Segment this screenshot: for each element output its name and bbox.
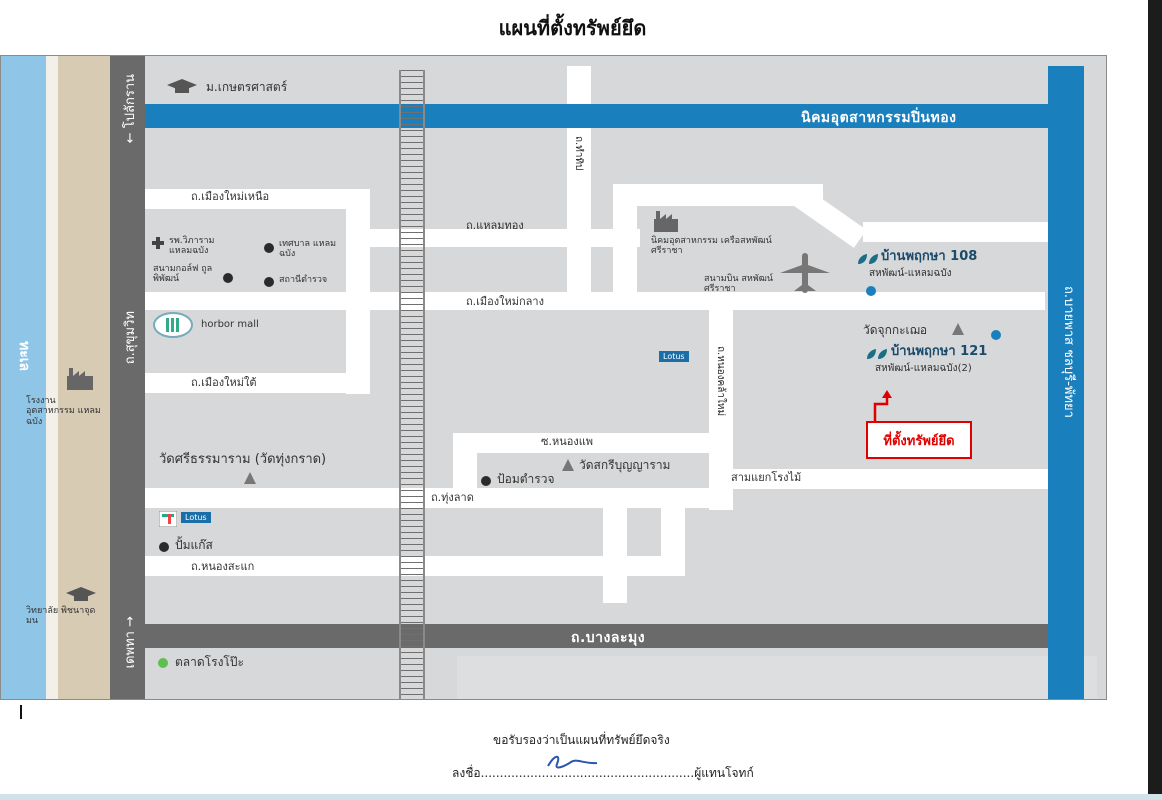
road-label-left-top: ← โปลักราน bbox=[123, 74, 138, 144]
road-label-nongkham: ถ.หนองคล้าใหม่ bbox=[715, 346, 726, 417]
road-label-samyaek: สามแยกโรงไม้ bbox=[731, 471, 802, 484]
phruksa-logo-icon bbox=[856, 252, 880, 266]
graduation-cap-icon bbox=[166, 78, 198, 96]
place-phruksa121: บ้านพฤกษา 121 bbox=[891, 344, 988, 359]
signature-line bbox=[452, 764, 754, 783]
seven-eleven-logo-icon bbox=[159, 511, 177, 527]
place-golf: สนามกอล์ฟ ถูลพิพัฒน์ bbox=[153, 264, 213, 285]
lower-block bbox=[457, 656, 1097, 699]
place-university: ม.เกษตรศาสตร์ bbox=[206, 80, 288, 94]
place-factory-left: โรงงาน อุตสาหกรรม แหลมฉบัง bbox=[26, 396, 101, 427]
gas-dot-icon bbox=[159, 542, 169, 552]
temple-icon bbox=[561, 458, 575, 472]
certify-text: ขอรับรองว่าเป็นแผนที่ทรัพย์ยึดจริง bbox=[493, 733, 670, 747]
factory-icon bbox=[653, 209, 679, 233]
sea-label: ทะเล bbox=[16, 341, 32, 372]
road-label-north: ถ.เมืองใหม่เหนือ bbox=[191, 190, 270, 203]
place-hospital: รพ.วิภาราม แหลมฉบัง bbox=[169, 236, 215, 257]
place-phruksa108-sub: สหพัฒน์-แหลมฉบัง bbox=[869, 268, 952, 279]
road-label-nongsakae: ถ.หนองสะแก bbox=[191, 560, 255, 573]
road-tanthip bbox=[567, 66, 591, 296]
location-arrow-icon bbox=[871, 390, 901, 424]
place-watsi: วัดศรีธรรมาราม (วัดทุ่งกราด) bbox=[159, 452, 327, 467]
road-vertical-b bbox=[613, 191, 637, 309]
railway-track bbox=[399, 70, 425, 699]
graduation-cap-icon bbox=[65, 586, 97, 604]
road-south bbox=[145, 373, 370, 393]
golf-dot-icon bbox=[223, 273, 233, 283]
location-map bbox=[0, 55, 1107, 700]
municipal-dot-icon bbox=[264, 243, 274, 253]
road-label-tanthip: ถ.ทำทิป bbox=[573, 136, 584, 171]
text-cursor bbox=[20, 705, 22, 719]
road-vertical-e bbox=[603, 488, 627, 603]
lotus-logo-mid: Lotus bbox=[659, 351, 689, 362]
place-municipal: เทศบาล แหลมฉบัง bbox=[279, 239, 337, 260]
sea-area bbox=[1, 56, 46, 699]
road-label-left-bottom: เดพทา → bbox=[123, 616, 138, 669]
road-vertical-d bbox=[453, 433, 477, 495]
road-vertical-f bbox=[661, 488, 685, 576]
phruksa-logo-icon bbox=[865, 347, 889, 361]
signature-icon bbox=[545, 752, 600, 774]
beach-strip bbox=[46, 56, 58, 699]
place-market: ตลาดโรงโป๊ะ bbox=[175, 655, 244, 669]
factory-icon bbox=[65, 366, 95, 392]
place-watchukkachao: วัดจุกกะเฌอ bbox=[863, 323, 928, 337]
place-mall: horbor mall bbox=[201, 319, 259, 330]
place-gas: ปั้มแก๊ส bbox=[175, 538, 213, 552]
police-dot-icon bbox=[264, 277, 274, 287]
phruksa121-dot-icon bbox=[991, 330, 1001, 340]
road-label-middle: ถ.เมืองใหม่กลาง bbox=[466, 295, 544, 308]
sign-prefix: ลงชื่อ bbox=[452, 766, 481, 780]
road-label-top: นิคมอุตสาหกรรมปิ่นทอง bbox=[801, 110, 957, 126]
place-phruksa121-sub: สหพัฒน์-แหลมฉบัง(2) bbox=[875, 363, 972, 374]
coastal-road bbox=[110, 56, 145, 699]
road-label-south: ถ.เมืองใหม่ใต้ bbox=[191, 376, 257, 389]
phruksa108-dot-icon bbox=[866, 286, 876, 296]
police-dot-icon bbox=[481, 476, 491, 486]
temple-icon bbox=[243, 471, 257, 485]
harbor-mall-logo-icon bbox=[153, 312, 193, 338]
property-location-callout: ที่ตั้งทรัพย์ยึด bbox=[866, 421, 972, 459]
place-airport: สนามบิน สหพัฒน์ศรีราชา bbox=[704, 274, 773, 295]
road-label-laemthong: ถ.แหลมทอง bbox=[466, 219, 524, 232]
sign-suffix: ผู้แทนโจทก์ bbox=[694, 766, 754, 780]
airplane-icon bbox=[776, 251, 834, 295]
road-label-hunglat: ถ.ทุ่งลาด bbox=[431, 491, 474, 504]
road-middle bbox=[145, 292, 1045, 310]
road-label-left-mid: ถ.สุขุมวิท bbox=[123, 311, 138, 365]
window-edge bbox=[1148, 0, 1162, 800]
road-label-bottom: ถ.บางละมุง bbox=[571, 630, 646, 646]
place-police-top: สถานีตำรวจ bbox=[279, 275, 328, 285]
market-dot-icon bbox=[158, 658, 168, 668]
road-label-right: ถ.บายพาส ชลบุรี-พัทยา bbox=[1061, 286, 1076, 418]
place-industrial: นิคมอุตสาหกรรม เครือสหพัฒน์ศรีราชา bbox=[651, 236, 772, 257]
road-east bbox=[863, 222, 1048, 242]
bottom-edge bbox=[0, 794, 1162, 800]
place-watsak: วัดสกรีบุญญาราม bbox=[579, 458, 671, 472]
hospital-cross-icon bbox=[151, 236, 165, 250]
place-phruksa108: บ้านพฤกษา 108 bbox=[881, 249, 978, 264]
road-label-nongphae: ซ.หนองแพ bbox=[541, 435, 594, 448]
road-diagonal bbox=[788, 184, 866, 248]
place-college: วิทยาลัย พิชนาจุดมน bbox=[26, 606, 96, 627]
temple-icon bbox=[951, 322, 965, 336]
page-title: แผนที่ตั้งทรัพย์ยึด bbox=[498, 16, 647, 40]
lotus-logo-left: Lotus bbox=[181, 512, 211, 523]
place-police-bottom: ป้อมตำรวจ bbox=[497, 472, 555, 486]
dotted-line: ........................................................ bbox=[480, 766, 695, 780]
